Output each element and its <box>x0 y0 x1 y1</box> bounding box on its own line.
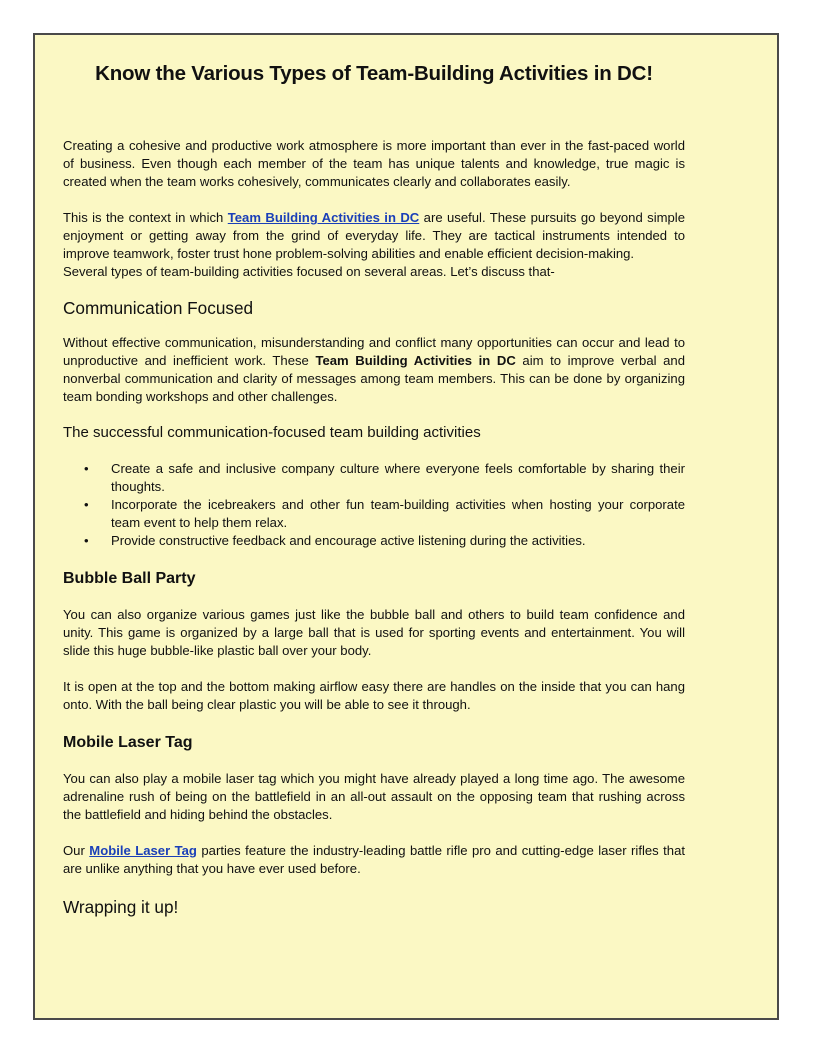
list-item-text: Create a safe and inclusive company culture where everyone feels comfortable by sharing their thoughts. <box>111 461 685 494</box>
laser-text-after: parties feature the industry-leading battle rifle pro and cutting-edge laser rifles that are unlike anything that you have ever used before. <box>63 843 686 876</box>
communication-bold-phrase: Team Building Activities in DC <box>315 353 516 368</box>
laser-tag-heading: Mobile Laser Tag <box>63 734 193 751</box>
bubble-ball-paragraph-1: You can also organize various games just like the bubble ball and others to build team confidence and unity. This game is organized by a large ball that is used for sporting events and entertainment. You will slide this huge bubble-like plastic ball over your body. <box>63 607 685 658</box>
document-content <box>63 62 685 918</box>
communication-list <box>63 460 685 550</box>
list-item <box>63 532 685 550</box>
context-paragraph <box>63 209 685 263</box>
list-item <box>63 496 685 532</box>
context-text-after: are useful. These pursuits go beyond simple enjoyment or getting away from the grind of everyday life. They are tactical instruments intended to improve teamwork, foster trust hone problem-solving abilities and enable efficient decision-making. <box>63 210 685 261</box>
list-item <box>63 460 685 496</box>
communication-text-before: Without effective communication, misunderstanding and conflict many opportunities can occur and lead to unproductive and inefficient work. These <box>63 335 685 368</box>
laser-tag-paragraph-1: You can also play a mobile laser tag which you might have already played a long time ago. The awesome adrenaline rush of being on the battlefield in an all-out assault on the opposing team that rushing across the battlefield and hiding behind the obstacles. <box>63 771 685 822</box>
list-item-text: Provide constructive feedback and encourage active listening during the activities. <box>111 533 586 548</box>
laser-tag-paragraph-2 <box>63 842 685 878</box>
communication-paragraph <box>63 334 685 406</box>
context-paragraph-line2: Several types of team-building activities focused on several areas. Let’s discuss that- <box>63 264 555 279</box>
intro-paragraph: Creating a cohesive and productive work atmosphere is more important than ever in the fast-paced world of business. Even though each member of the team has unique talents and knowledge, true magic is created when the team works cohesively, communicates clearly and collaborates easily. <box>63 138 685 189</box>
laser-text-before: Our <box>63 843 90 858</box>
list-item-text: Incorporate the icebreakers and other fun team-building activities when hosting your corporate team event to help them relax. <box>111 497 685 530</box>
communication-heading: Communication Focused <box>63 298 254 318</box>
bullet-icon: • <box>84 497 89 512</box>
bubble-ball-paragraph-2: It is open at the top and the bottom making airflow easy there are handles on the inside that you can hang onto. With the ball being clear plastic you will be able to see it through. <box>63 679 685 712</box>
bubble-ball-heading: Bubble Ball Party <box>63 570 196 587</box>
bullet-icon: • <box>84 533 89 548</box>
communication-text-after: aim to improve verbal and nonverbal communication and clarity of messages among team members. This can be done by organizing team bonding workshops and other challenges. <box>63 353 685 404</box>
wrapping-up-heading: Wrapping it up! <box>63 897 179 917</box>
mobile-laser-tag-link[interactable]: Mobile Laser Tag <box>89 843 197 858</box>
page-title: Know the Various Types of Team-Building Activities in DC! <box>95 62 653 85</box>
bullet-icon: • <box>84 461 89 476</box>
communication-subheading: The successful communication-focused team building activities <box>63 424 481 441</box>
team-building-link[interactable]: Team Building Activities in DC <box>227 210 420 225</box>
context-text-before: This is the context in which <box>63 210 228 225</box>
